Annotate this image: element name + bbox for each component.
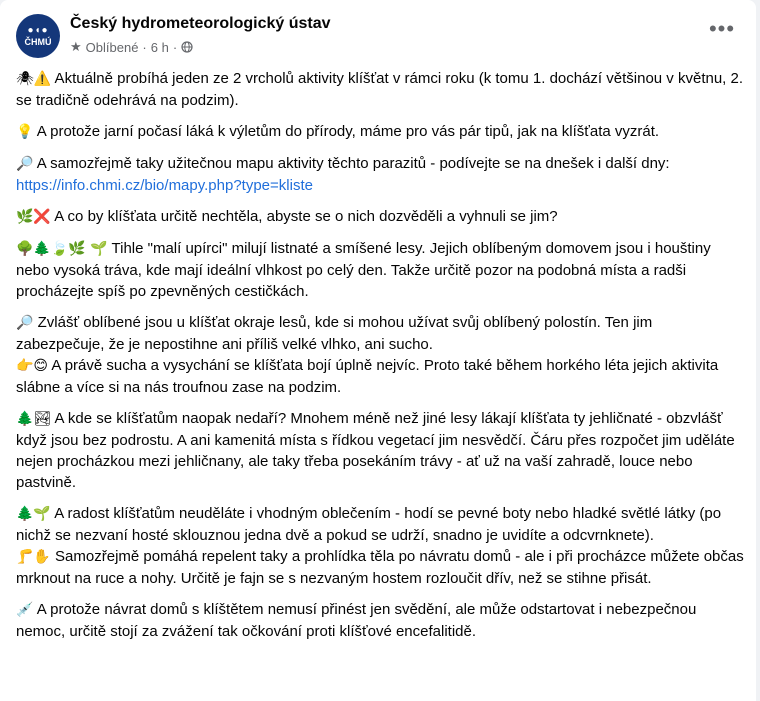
emoji-icon: 💉 bbox=[16, 602, 34, 618]
emoji-icon: 🌲🏞 bbox=[16, 411, 52, 427]
star-icon: ★ bbox=[70, 39, 82, 54]
map-link[interactable]: https://info.chmi.cz/bio/mapy.php?type=kliste bbox=[16, 177, 313, 194]
post-paragraph bbox=[16, 121, 744, 143]
more-options-button[interactable]: ••• bbox=[708, 16, 736, 41]
post-paragraph bbox=[16, 206, 744, 228]
emoji-icon: 💡 bbox=[16, 124, 34, 140]
logo-dots-icon: ●◖● bbox=[27, 24, 49, 36]
post-paragraph bbox=[16, 312, 744, 355]
paragraph-text: A protože jarní počasí láká k výletům do přírody, máme pro vás pár tipů, jak na klíšťata vyzrát. bbox=[33, 123, 660, 140]
paragraph-text: A kde se klíšťatům naopak nedaří? Mnohem méně než jiné lesy lákají klíšťata ty jehličnaté - obzvlášť když jsou bez podrostu. A ani kamenitá místa s řídkou vegetací jim nesvědčí. Čáru přes rozpočet jim uděláte nejen procházkou mezi jehličnany, ale taky třeba posekáním trávy - ať už na vaší zahradě, louce nebo pastvině. bbox=[16, 410, 735, 491]
post-paragraph bbox=[16, 355, 744, 398]
post-body bbox=[16, 68, 744, 652]
globe-icon[interactable] bbox=[181, 41, 193, 53]
paragraph-text: Aktuálně probíhá jeden ze 2 vrcholů aktivity klíšťat v rámci roku (k tomu 1. dochází většinou v květnu, 2. se tradičně odehrává na podzim). bbox=[16, 70, 744, 109]
paragraph-text: A protože návrat domů s klíštětem nemusí přinést jen svědění, ale může odstartovat i nebezpečnou nemoc, určitě stojí za zvážení tak očkování proti klíšťové encefalitidě. bbox=[16, 601, 697, 640]
emoji-icon: 🌲🌱 bbox=[16, 506, 51, 522]
paragraph-text: Tihle "malí upírci" milují listnaté a smíšené lesy. Jejich oblíbeným domovem jsou i houštiny nebo vysoká tráva, kde mají ideální vlhkost po celý den. Takže určitě pozor na podobná místa a radši procházejte spíš po zpevněných cestičkách. bbox=[16, 240, 711, 300]
post-paragraph bbox=[16, 546, 744, 589]
avatar-text: ČHMÚ bbox=[24, 36, 52, 47]
emoji-icon: 🔎 bbox=[16, 156, 34, 172]
post-paragraph bbox=[16, 238, 744, 302]
paragraph-text: A co by klíšťata určitě nechtěla, abyste se o nich dozvěděli a vyhnuli se jim? bbox=[50, 208, 558, 225]
emoji-icon: 🦵✋ bbox=[16, 549, 51, 565]
post-meta bbox=[70, 39, 193, 55]
meta-separator-2: · bbox=[172, 39, 178, 55]
post-paragraph bbox=[16, 408, 744, 493]
page-name-link[interactable]: Český hydrometeorologický ústav bbox=[70, 15, 331, 32]
post-paragraph bbox=[16, 599, 744, 642]
paragraph-text: A radost klíšťatům neuděláte i vhodným oblečením - hodí se pevné boty nebo hladké světlé látky (po nichž se nezvaní hosté sklouznou jedna dvě a pokud se udrží, snadno je uvidíte a odcvrnknete). bbox=[16, 505, 722, 544]
post-header bbox=[16, 12, 740, 60]
emoji-icon: 🌳🌲🍃🌿 🌱 bbox=[16, 241, 108, 257]
post-paragraph bbox=[16, 153, 744, 196]
favorite-label: Oblíbené bbox=[85, 39, 139, 55]
page-avatar[interactable] bbox=[16, 14, 60, 58]
emoji-icon: 🌿❌ bbox=[16, 209, 51, 225]
paragraph-text: Samozřejmě pomáhá repelent taky a prohlídka těla po návratu domů - ale i při procházce můžete občas mrknout na ruce a nohy. Určitě je fajn se s nezvaným hostem rozloučit dřív, než se stihne přisát. bbox=[16, 548, 744, 587]
post-paragraph bbox=[16, 68, 744, 111]
paragraph-text: A samozřejmě taky užitečnou mapu aktivity těchto parazitů - podívejte se na dnešek i další dny: bbox=[33, 155, 670, 172]
post-paragraph bbox=[16, 503, 744, 546]
paragraph-text: Zvlášť oblíbené jsou u klíšťat okraje lesů, kde si mohou užívat svůj oblíbený polostín. Ten jim zabezpečuje, že je nepostihne ani příliš velké vlhko, ani sucho. bbox=[16, 314, 653, 353]
paragraph-text: A právě sucha a vysychání se klíšťata bojí úplně nejvíc. Proto také během horkého léta jejich aktivita slábne a více si na nás troufnou zase na podzim. bbox=[16, 357, 719, 396]
emoji-icon: 🕷⚠️ bbox=[16, 71, 52, 87]
emoji-icon: 👉😊 bbox=[16, 358, 49, 374]
emoji-icon: 🔎 bbox=[16, 315, 34, 331]
meta-separator: · bbox=[142, 39, 147, 55]
post-time[interactable]: 6 h bbox=[150, 39, 169, 55]
